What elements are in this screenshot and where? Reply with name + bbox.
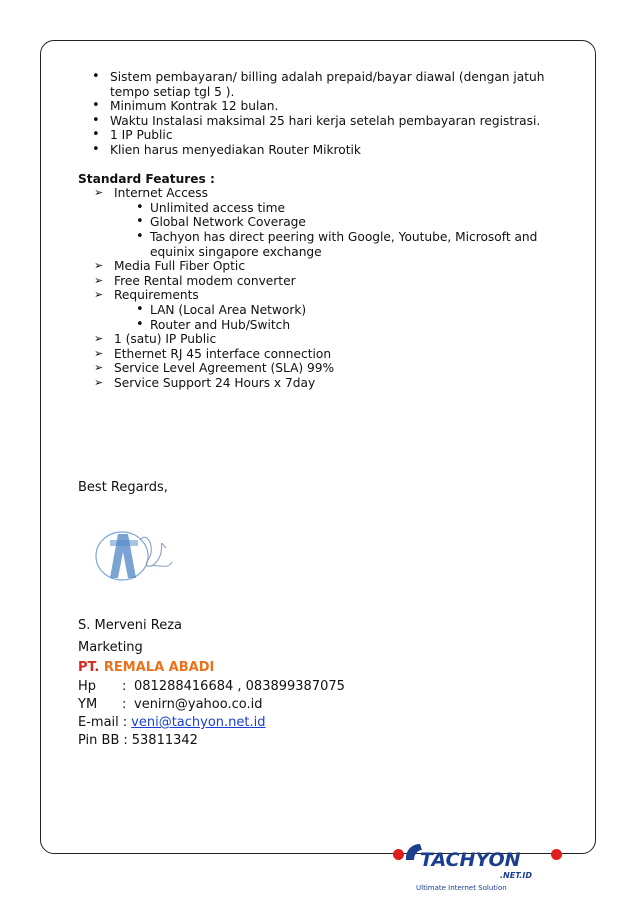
list-item	[78, 376, 578, 391]
arrow-bullet-icon: ➢	[94, 273, 104, 287]
contact-label: YM	[78, 697, 98, 712]
arrow-bullet-icon: ➢	[94, 288, 104, 302]
arrow-bullet-icon: ➢	[94, 361, 104, 375]
contact-block	[78, 678, 345, 750]
contact-separator: :	[122, 715, 128, 730]
contact-value: 081288416684 , 083899387075	[134, 679, 345, 694]
signer-block	[78, 615, 182, 659]
list-item: • Waktu Instalasi maksimal 25 hari kerja setelah pembayaran registrasi.	[78, 114, 578, 129]
contact-separator: :	[122, 679, 127, 694]
arrow-bullet-icon: ➢	[94, 375, 104, 389]
company-title: REMALA ABADI	[103, 660, 215, 675]
company-prefix: PT.	[78, 660, 100, 675]
feature-label: Service Level Agreement (SLA) 99%	[114, 361, 335, 376]
list-item: • 1 IP Public	[78, 128, 578, 143]
signer-role: Marketing	[78, 640, 143, 655]
contact-value: venirn@yahoo.co.id	[134, 697, 263, 712]
contact-value: 53811342	[131, 733, 198, 748]
internet-sub-list	[114, 201, 578, 259]
feature-label: Requirements	[114, 288, 199, 303]
feature-label: 1 (satu) IP Public	[114, 332, 217, 347]
list-item	[78, 347, 578, 362]
list-item	[78, 186, 578, 259]
features-heading: Standard Features :	[78, 171, 215, 186]
contact-label: E-mail	[78, 715, 119, 730]
company-stamp-signature	[88, 520, 178, 590]
contact-separator: :	[123, 733, 128, 748]
closing-regards: Best Regards,	[78, 480, 168, 495]
terms-list	[78, 70, 578, 158]
email-link[interactable]: veni@tachyon.net.id	[131, 715, 266, 730]
feature-label: Media Full Fiber Optic	[114, 259, 246, 274]
list-item	[78, 361, 578, 376]
list-item: • LAN (Local Area Network)	[114, 303, 578, 318]
company-name	[78, 660, 214, 675]
list-item	[78, 259, 578, 274]
features-list	[78, 186, 578, 390]
contact-row-email	[78, 714, 345, 732]
feature-label: Internet Access	[114, 186, 208, 201]
contact-row-hp	[78, 678, 345, 696]
arrow-bullet-icon: ➢	[94, 346, 104, 360]
arrow-bullet-icon: ➢	[94, 259, 104, 273]
logo-tagline-text: Ultimate Internet Solution	[416, 884, 507, 892]
list-item: • Minimum Kontrak 12 bulan.	[78, 99, 578, 114]
list-item: • Router and Hub/Switch	[114, 318, 578, 333]
list-item: • Klien harus menyediakan Router Mikrotik	[78, 143, 578, 158]
arrow-bullet-icon: ➢	[94, 332, 104, 346]
requirements-sub-list	[114, 303, 578, 332]
contact-row-ym	[78, 696, 345, 714]
arrow-bullet-icon: ➢	[94, 186, 104, 200]
document-body	[78, 70, 578, 390]
contact-separator: :	[122, 697, 127, 712]
logo-brand-text: TACHYON	[420, 849, 521, 871]
logo-domain-text: .NET.ID	[500, 871, 532, 880]
list-item	[78, 274, 578, 289]
list-item: • Sistem pembayaran/ billing adalah prepaid/bayar diawal (dengan jatuh tempo setiap tgl 5 ).	[78, 70, 578, 99]
contact-row-pin	[78, 732, 345, 750]
feature-label: Free Rental modem converter	[114, 273, 296, 288]
contact-label: Pin BB	[78, 733, 120, 748]
list-item	[78, 288, 578, 332]
signer-name: S. Merveni Reza	[78, 618, 182, 633]
list-item: • Unlimited access time	[114, 201, 578, 216]
list-item: • Tachyon has direct peering with Google, Youtube, Microsoft and equinix singapore exchange	[114, 230, 578, 259]
list-item	[78, 332, 578, 347]
feature-label: Ethernet RJ 45 interface connection	[114, 346, 332, 361]
tachyon-logo	[392, 838, 562, 894]
contact-label: Hp	[78, 679, 97, 694]
list-item: • Global Network Coverage	[114, 215, 578, 230]
feature-label: Service Support 24 Hours x 7day	[114, 375, 316, 390]
